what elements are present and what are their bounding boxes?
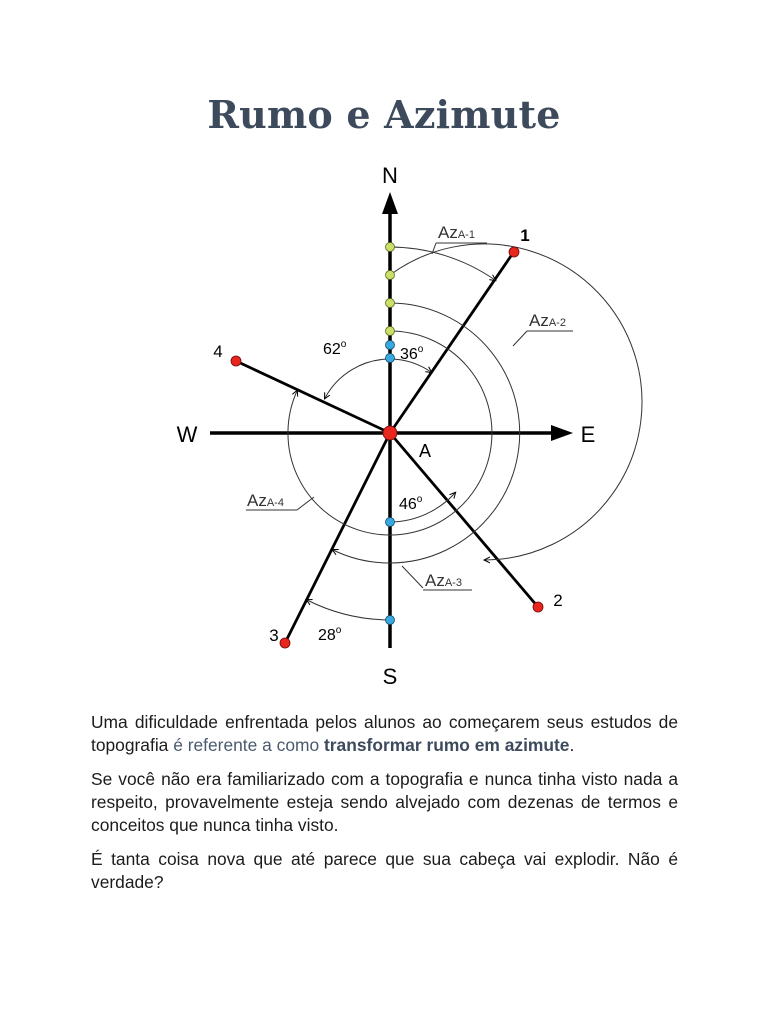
blue-dot (386, 354, 395, 363)
north-arrowhead (382, 192, 398, 214)
point-4-marker (231, 356, 241, 366)
angle-62-label: 62$^o$ (323, 339, 347, 358)
east-label: E (580, 422, 596, 447)
point-2-label: 2 (553, 591, 563, 610)
point-1-label: 1 (520, 226, 530, 245)
line-a-4 (236, 361, 390, 433)
north-dot (386, 299, 395, 308)
point-3-label: 3 (269, 626, 279, 645)
body-text (91, 711, 678, 905)
az-a-4-label: AzA-4 (247, 491, 284, 510)
paragraph-3: É tanta coisa nova que até parece que sua cabeça vai explodir. Não é verdade? (91, 849, 678, 892)
blue-dot (386, 518, 395, 527)
north-label: N (382, 163, 398, 188)
highlight-transformar: transformar rumo em azimute (324, 735, 570, 755)
page-title: Rumo e Azimute (207, 92, 561, 137)
center-label-a: A (418, 441, 432, 461)
south-label: S (382, 664, 398, 689)
blue-dot (386, 616, 395, 625)
az-a-3-label: AzA-3 (425, 571, 462, 590)
angle-28-label: 28$^o$ (318, 625, 342, 644)
paragraph-2: Se você não era familiarizado com a topografia e nunca tinha visto nada a respeito, provavelmente esteja sendo alvejado com dezenas de termos e conceitos que nunca tinha visto. (91, 769, 678, 835)
leader-az-a-2 (513, 331, 527, 346)
point-3-marker (280, 638, 290, 648)
arc-az-a-1 (390, 247, 495, 280)
line-a-3 (285, 433, 390, 643)
line-a-2 (390, 433, 538, 607)
north-dot (386, 327, 395, 336)
leader-az-a-3 (402, 566, 423, 588)
north-dot (386, 243, 395, 252)
angle-36-label: 36$^o$ (400, 344, 424, 363)
arc-bearing-62 (325, 359, 390, 398)
paragraph-1: Uma dificuldade enfrentada pelos alunos ao começarem seus estudos de topografia é referente a como transformar rumo em azimute. (91, 712, 678, 755)
center-point-a (383, 426, 397, 440)
west-label: W (176, 422, 198, 447)
east-arrowhead (551, 425, 573, 441)
angle-46-label: 46$^o$ (399, 494, 423, 513)
az-a-2-label: AzA-2 (529, 311, 566, 330)
point-4-label: 4 (213, 342, 223, 361)
point-1-marker (509, 247, 519, 257)
blue-dot (386, 341, 395, 350)
az-a-1-label: AzA-1 (438, 223, 475, 242)
point-2-marker (533, 602, 543, 612)
arc-bearing-28 (307, 600, 390, 620)
north-dot (386, 271, 395, 280)
leader-az-a-4 (297, 497, 314, 510)
